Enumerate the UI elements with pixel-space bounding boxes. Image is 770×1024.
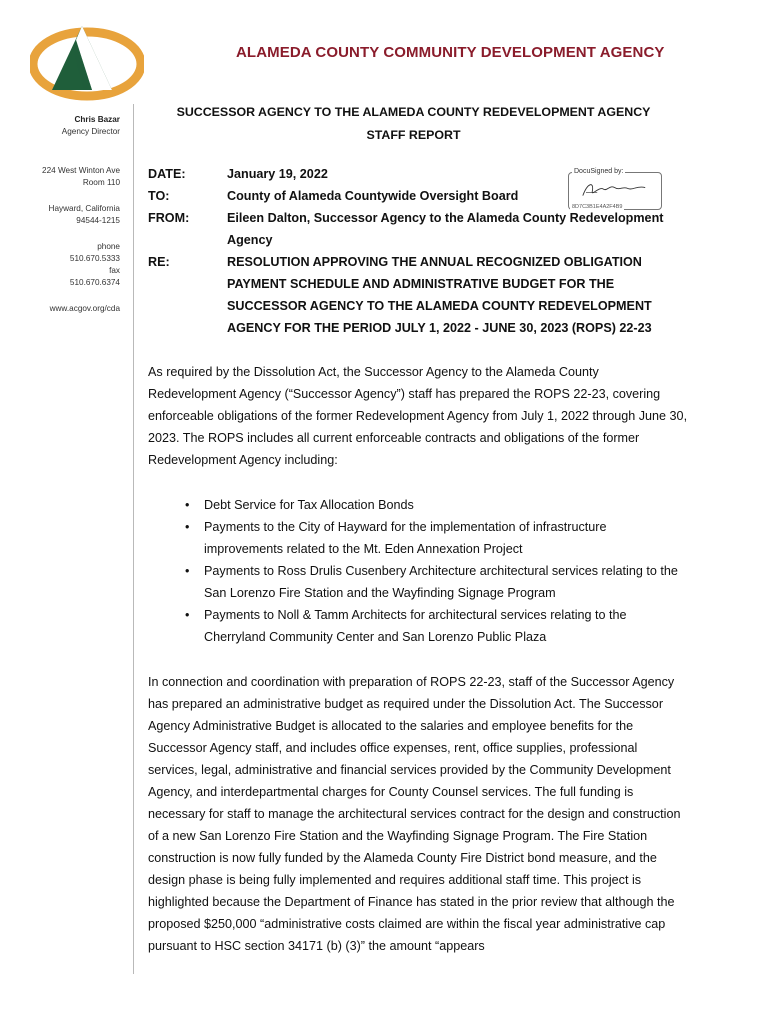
phone-number: 510.670.5333 — [69, 254, 120, 263]
address-line2: Room 110 — [82, 178, 120, 187]
website-link[interactable]: www.acgov.org/cda — [49, 304, 120, 313]
list-item — [185, 516, 688, 560]
bullet-icon: • — [185, 564, 190, 578]
date-label: DATE: — [148, 167, 186, 181]
from-label: FROM: — [148, 211, 190, 225]
list-item — [185, 494, 688, 516]
docusign-label: DocuSigned by: — [574, 168, 624, 175]
report-heading — [150, 101, 677, 147]
list-item — [185, 560, 688, 604]
list-item-text: Debt Service for Tax Allocation Bonds — [204, 498, 414, 512]
docusign-signature — [568, 168, 664, 212]
bullet-icon: • — [185, 608, 190, 622]
list-item-text: Payments to Noll & Tamm Architects for architectural services relating to the Cherryland Community Center and San Lorenzo Public Plaza — [204, 608, 627, 644]
to-value: County of Alameda Countywide Oversight Board — [227, 189, 519, 203]
re-label: RE: — [148, 255, 170, 269]
fax-label: fax — [109, 266, 120, 275]
memo-from-row — [148, 207, 683, 251]
memo-re-row — [148, 251, 683, 339]
signer-id: 8D7C3B1E4A2F4B9 — [572, 204, 623, 210]
address-zip: 94544-1215 — [76, 216, 120, 225]
agency-sidebar — [0, 114, 120, 315]
signature-scribble-icon — [572, 178, 656, 202]
sidebar-divider — [133, 104, 134, 974]
from-value: Eileen Dalton, Successor Agency to the Alameda County Redevelopment Agency — [227, 211, 664, 247]
report-heading-line2: STAFF REPORT — [366, 128, 461, 142]
date-value: January 19, 2022 — [227, 167, 328, 181]
report-body — [148, 361, 688, 957]
bullet-icon: • — [185, 520, 190, 534]
agency-title: ALAMEDA COUNTY COMMUNITY DEVELOPMENT AGENCY — [236, 44, 665, 61]
body-paragraph-2: In connection and coordination with preparation of ROPS 22-23, staff of the Successor Agency has prepared an administrative budget as required under the Dissolution Act. The Successor Agency Administrative Budget is allocated to the salaries and employee benefits for the Successor Agency staff, and includes office expenses, rent, office supplies, professional services, legal, administrative and financial services provided by the Community Development Agency, and interdepartmental charges for County Counsel services. The full funding is necessary for staff to manage the architectural services contract for the design and construction of a new San Lorenzo Fire Station and the Wayfinding Signage Program. The Fire Station construction is now fully funded by the Alameda County Fire District bond measure, and the design phase is being fully implemented and requires additional staff time. This project is highlighted because the Department of Finance has stated in the prior review that although the proposed $250,000 “administrative costs claimed are within the fiscal year administrative cap pursuant to HSC section 34171 (b) (3)” the amount “appears — [148, 675, 681, 953]
report-heading-line1: SUCCESSOR AGENCY TO THE ALAMEDA COUNTY REDEVELOPMENT AGENCY — [176, 105, 651, 119]
director-title: Agency Director — [61, 127, 120, 136]
list-item — [185, 604, 688, 648]
body-paragraph-1: As required by the Dissolution Act, the Successor Agency to the Alameda County Redevelopment Agency (“Successor Agency”) staff has prepared the ROPS 22-23, covering enforceable obligations of the former Redevelopment Agency from July 1, 2022 through June 30, 2023. The ROPS includes all current enforceable contracts and obligations of the former Redevelopment Agency including: — [148, 365, 688, 467]
address-line1: 224 West Winton Ave — [42, 166, 120, 175]
bullet-icon: • — [185, 498, 190, 512]
to-label: TO: — [148, 189, 170, 203]
obligations-list — [148, 494, 688, 648]
phone-label: phone — [97, 242, 120, 251]
address-city: Hayward, California — [48, 204, 120, 213]
list-item-text: Payments to the City of Hayward for the implementation of infrastructure improvements related to the Mt. Eden Annexation Project — [204, 520, 607, 556]
re-value: RESOLUTION APPROVING THE ANNUAL RECOGNIZED OBLIGATION PAYMENT SCHEDULE AND ADMINISTRATIVE BUDGET FOR THE SUCCESSOR AGENCY TO THE ALAMEDA COUNTY REDEVELOPMENT AGENCY FOR THE PERIOD JULY 1, 2022 - JUNE 30, 2023 (ROPS) 22-23 — [227, 255, 652, 335]
director-name: Chris Bazar — [74, 115, 120, 124]
agency-logo-icon — [30, 20, 144, 102]
fax-number: 510.670.6374 — [69, 278, 120, 287]
list-item-text: Payments to Ross Drulis Cusenbery Architecture architectural services relating to the San Lorenzo Fire Station and the Wayfinding Signage Program — [204, 564, 678, 600]
